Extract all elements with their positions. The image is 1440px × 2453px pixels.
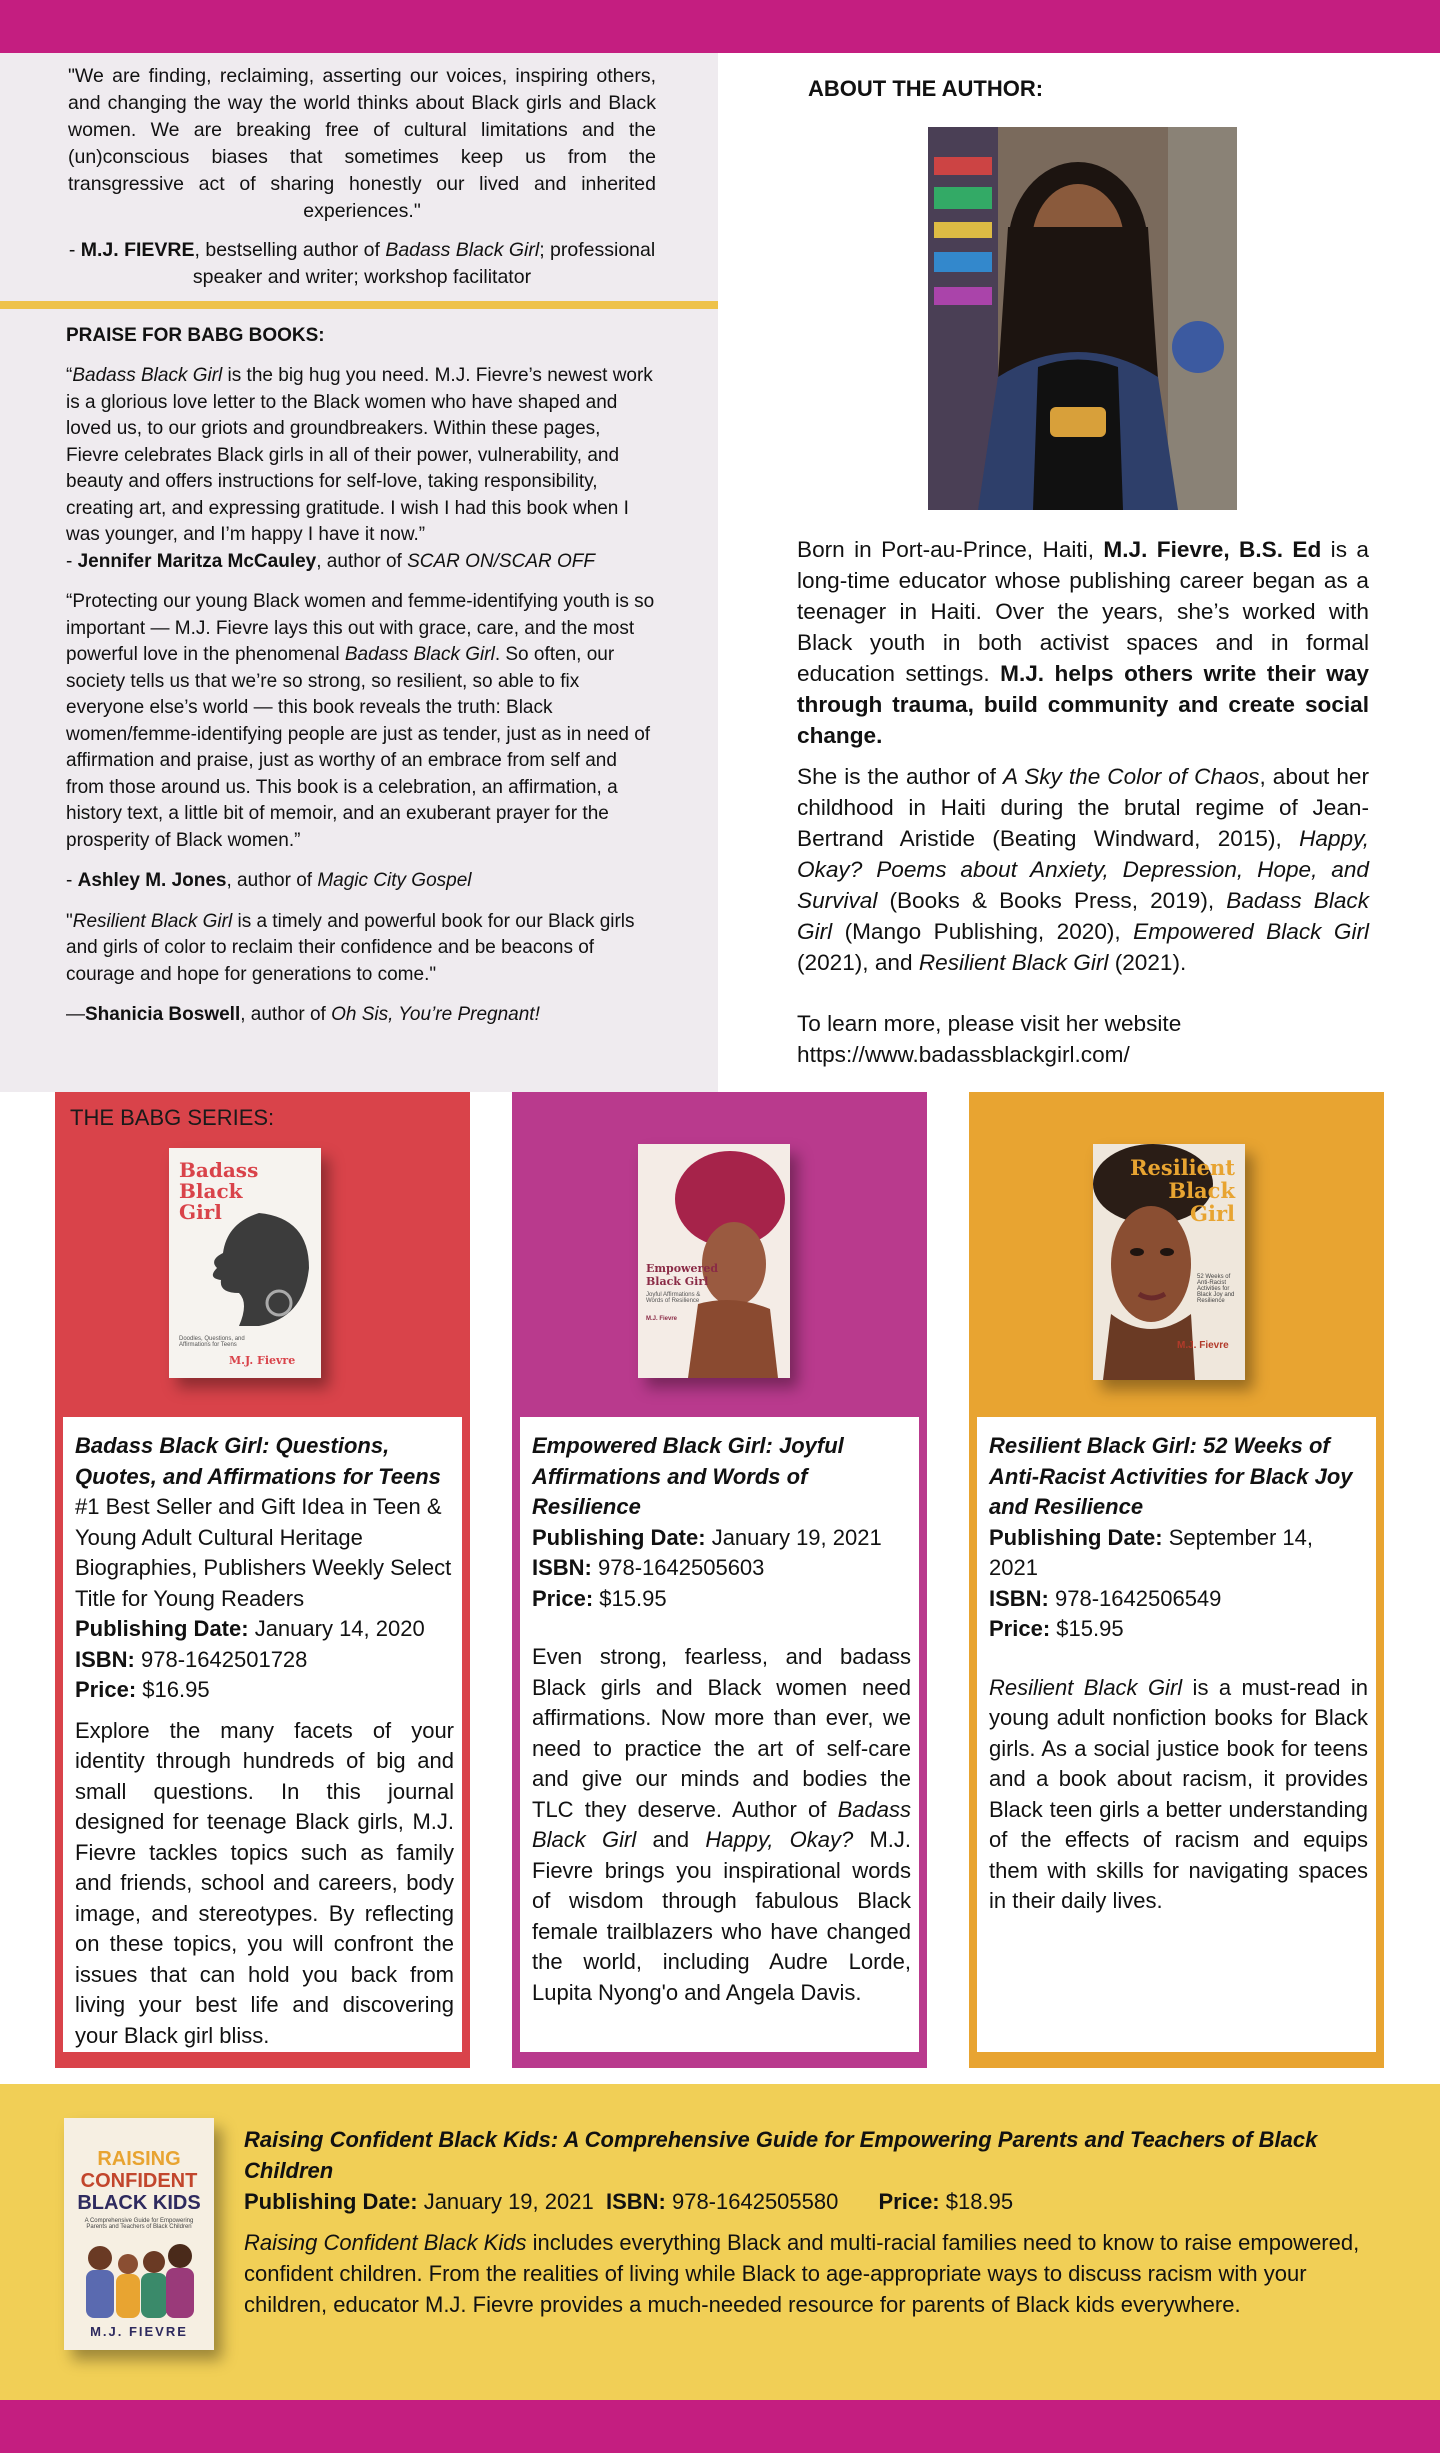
praise-panel [0, 309, 718, 1092]
author-bio-paragraph-1: Born in Port-au-Prince, Haiti, M.J. Fievre, B.S. Ed is a long-time educator whose publishing career began as a teenager in Haiti. Over the years, she’s worked with Black youth in both activist spaces and in formal education settings. M.J. helps others write their way through trauma, build community and create social change. [797, 537, 1369, 748]
author-website-link[interactable]: https://www.badassblackgirl.com/ [797, 1042, 1130, 1067]
praise-quote-3: "Resilient Black Girl is a timely and powerful book for our Black girls and girls of color to reclaim their confidence and be beacons of courage and hope for generations to come." [66, 910, 635, 985]
praise-quote-2: “Protecting our young Black women and femme-identifying youth is so important — M.J. Fievre lays this out with grace, care, and the most powerful love in the phenomenal Badass Black Girl. So often, our society tells us that we’re so strong, so resilient, so able to fix everyone else’s world — this book reveals the truth: Black women/femme-identifying people are just as tender, just as in need of affirmation and praise, just as worthy of an embrace from self and from those around us. This book is a celebration, an affirmation, a history text, a little bit of memoir, and an exuberant prayer for the prosperity of Black women.” [66, 591, 655, 851]
book-card-cover-area [55, 1092, 470, 1417]
book-price: Price: $16.95 [75, 1677, 210, 1702]
book-isbn: ISBN: 978-1642501728 [75, 1646, 308, 1672]
book-isbn: ISBN: 978-1642505603 [532, 1555, 765, 1580]
author-quote-attribution: - M.J. FIEVRE, bestselling author of Badass Black Girl; professional speaker and writer; workshop facilitator [68, 239, 656, 288]
praise-title: PRAISE FOR BABG BOOKS: [66, 325, 325, 346]
book-price: Price: $15.95 [532, 1585, 667, 1611]
divider-rule [0, 301, 718, 309]
book-cover-resilient: Resilient Black Girl 52 Weeks of Anti-Racist Activities for Black Joy and Resilience M.J. Fievre [1093, 1144, 1245, 1380]
bottom-color-band [0, 2400, 1440, 2453]
series-label: THE BABG SERIES: [70, 1105, 275, 1130]
book-cover-badass: Badass Black Girl Doodles, Questions, and Affirmations for Teens M.J. Fievre [169, 1148, 321, 1378]
promo-book-meta: Publishing Date: January 19, 2021 ISBN: 978-1642505580 Price: $18.95 [244, 2189, 1014, 2214]
book-title: Badass Black Girl: Questions, Quotes, and Affirmations for Teens [75, 1433, 441, 1489]
book-description: Resilient Black Girl is a must-read in young adult nonfiction books for Black girls. As a social justice book for teens and a book about racism, it provides Black teen girls a better understanding of the effects of racism and equips them with skills for navigating spaces in their daily lives. [989, 1674, 1369, 1913]
book-description: Explore the many facets of your identity through hundreds of big and small questions. In this journal designed for teenage Black girls, M.J. Fievre tackles topics such as family and friends, school and careers, body image, and stereotypes. By reflecting on these topics, you will confront the issues that can hold you back from living your best life and discovering your Black girl bliss. [75, 1717, 454, 2048]
promo-book-description: Raising Confident Black Kids includes everything Black and multi-racial families need to know to raise empowered, confident children. From the realities of living while Black to age-appropriate ways to discuss racism with your children, educator M.J. Fievre provides a much-needed resource for parents of Black kids everywhere. [244, 2230, 1360, 2317]
praise-attribution-3: —Shanicia Boswell, author of Oh Sis, You’re Pregnant! [66, 1004, 540, 1025]
book-cover-raising-confident: RAISING CONFIDENT BLACK KIDS A Comprehensive Guide for Empowering Parents and Teachers of Black Children M.J. FIEVRE [64, 2118, 214, 2350]
book-details-empowered [520, 1417, 919, 2052]
book-card-empowered [512, 1092, 927, 2068]
author-photo [928, 127, 1237, 510]
book-price: Price: $15.95 [989, 1616, 1124, 1641]
promo-book-title: Raising Confident Black Kids: A Comprehensive Guide for Empowering Parents and Teachers of Black Children [244, 2127, 1318, 2183]
praise-quote-1: “Badass Black Girl is the big hug you need. M.J. Fievre’s newest work is a glorious love letter to the Black women who have shaped and loved us, to our griots and groundbreakers. Within these pages, Fievre celebrates Black girls in all of their power, vulnerability, and beauty and offers instructions for self-love, taking responsibility, creating art, and expressing gratitude. I wish I had this book when I was younger, and I’m happy I have it now.” [66, 365, 653, 545]
author-website-paragraph: To learn more, please visit her website https://www.badassblackgirl.com/ [797, 1011, 1182, 1067]
book-pub-date: Publishing Date: September 14, 2021 [989, 1524, 1313, 1580]
book-title: Empowered Black Girl: Joyful Affirmations and Words of Resilience [532, 1433, 844, 1519]
top-color-band [0, 0, 1440, 53]
author-bio-paragraph-2: She is the author of A Sky the Color of Chaos, about her childhood in Haiti during the brutal regime of Jean-Bertrand Aristide (Beating Windward, 2015), Happy, Okay? Poems about Anxiety, Depression, Hope, and Survival (Books & Books Press, 2019), Badass Black Girl (Mango Publishing, 2020), Empowered Black Girl (2021), and Resilient Black Girl (2021). [797, 764, 1370, 975]
book-card-cover-area [969, 1092, 1384, 1417]
book-cover-empowered: Empowered Black Girl Joyful Affirmations & Words of Resilience M.J. Fievre [638, 1144, 790, 1378]
book-card-badass [55, 1092, 470, 2068]
book-pub-date: Publishing Date: January 19, 2021 [532, 1524, 882, 1550]
book-pub-date: Publishing Date: January 14, 2020 [75, 1616, 425, 1641]
author-quote-text: "We are finding, reclaiming, asserting our voices, inspiring others, and changing the way the world thinks about Black girls and Black women. We are breaking free of cultural limitations and the (un)conscious biases that sometimes keep us from the transgressive act of sharing honestly our lived and inherited experiences." [68, 65, 656, 222]
author-bio [797, 534, 1369, 1080]
book-card-cover-area [512, 1092, 927, 1417]
book-details-resilient [977, 1417, 1376, 2052]
about-author-title: ABOUT THE AUTHOR: [808, 76, 1044, 101]
promo-book-details [244, 2124, 1384, 2320]
book-card-resilient [969, 1092, 1384, 2068]
book-title: Resilient Black Girl: 52 Weeks of Anti-Racist Activities for Black Joy and Resilience [989, 1433, 1353, 1519]
book-tagline: #1 Best Seller and Gift Idea in Teen & Young Adult Cultural Heritage Biographies, Publishers Weekly Select Title for Young Readers [75, 1494, 452, 1611]
book-description: Even strong, fearless, and badass Black girls and Black women need affirmations. Now more than ever, we need to practice the art of self-care and give our minds and bodies the TLC they deserve. Author of Badass Black Girl and Happy, Okay? M.J. Fievre brings you inspirational words of wisdom through fabulous Black female trailblazers who have changed the world, including Audre Lorde, Lupita Nyong'o and Angela Davis. [532, 1644, 911, 2005]
book-details-badass [63, 1417, 462, 2052]
book-isbn: ISBN: 978-1642506549 [989, 1585, 1222, 1611]
author-quote-panel [0, 53, 718, 301]
praise-attribution-1: - Jennifer Maritza McCauley, author of SCAR ON/SCAR OFF [66, 550, 595, 572]
praise-attribution-2: - Ashley M. Jones, author of Magic City Gospel [66, 870, 472, 891]
